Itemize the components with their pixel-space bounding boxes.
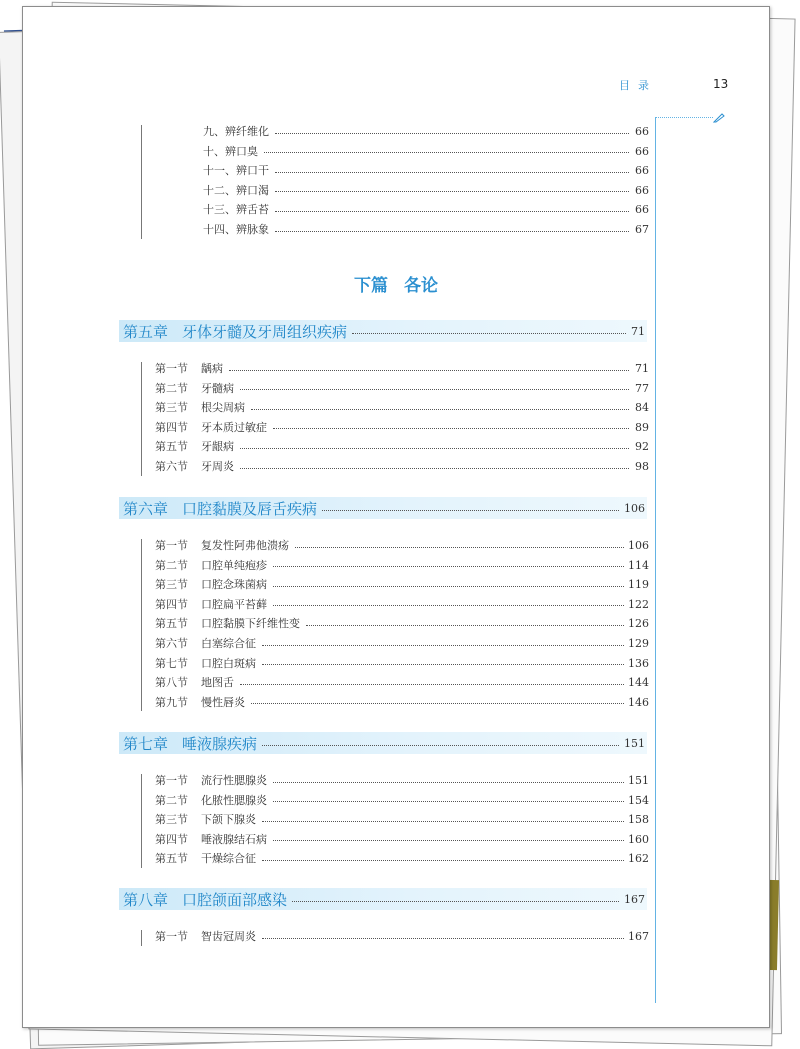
- toc-section-entry[interactable]: [155, 696, 649, 710]
- section-number: 第六节: [155, 637, 188, 650]
- entry-page-number: 66: [635, 164, 649, 178]
- toc-entry-title: [155, 617, 304, 631]
- toc-entry-title: [155, 657, 260, 671]
- toc-section-entry[interactable]: [155, 421, 649, 435]
- section-number: 第一节: [155, 930, 188, 943]
- section-number: 第一节: [155, 539, 188, 552]
- toc-entry-title: [155, 578, 271, 592]
- chapter-title: [119, 498, 317, 519]
- chapter-title-text: 牙体牙髓及牙周组织疾病: [182, 322, 348, 341]
- dot-leader: [273, 586, 624, 587]
- dot-leader: [240, 468, 629, 469]
- toc-section-entry[interactable]: [155, 833, 649, 847]
- entry-page-number: 114: [628, 558, 649, 572]
- entry-page-number: 158: [628, 813, 649, 827]
- entry-title-text: 智齿冠周炎: [201, 930, 256, 943]
- toc-entry-title: [155, 559, 271, 573]
- entry-page-number: 66: [635, 125, 649, 138]
- dot-leader: [275, 191, 629, 192]
- group-bracket: [141, 774, 142, 868]
- dot-leader: [273, 801, 624, 802]
- toc-section-entry[interactable]: [155, 539, 649, 553]
- toc-entry-title: [155, 813, 260, 827]
- chapter-title: [119, 733, 257, 754]
- entry-title-text: 唾液腺结石病: [201, 832, 267, 846]
- entry-page-number: 92: [635, 440, 649, 454]
- section-number: 第三节: [155, 401, 188, 415]
- entry-title-text: 白塞综合征: [201, 637, 256, 650]
- entry-title-text: 口腔单纯疱疹: [201, 558, 267, 572]
- entry-title-text: 地图舌: [201, 676, 234, 690]
- section-number: 第三节: [155, 813, 188, 827]
- toc-entry-title: [155, 460, 238, 474]
- dot-leader: [240, 448, 629, 449]
- part-subtitle: 各论: [404, 276, 438, 296]
- toc-section-entry[interactable]: [155, 578, 649, 592]
- chapter-heading[interactable]: [119, 497, 647, 519]
- section-number: 第五节: [155, 440, 188, 454]
- entry-title-text: 牙髓病: [201, 381, 234, 395]
- chapter-page-number: 167: [624, 892, 645, 906]
- toc-entry-title: [155, 421, 271, 435]
- dot-leader: [273, 566, 624, 567]
- entry-page-number: 89: [635, 420, 649, 434]
- toc-entry-title: [203, 223, 273, 237]
- dot-leader: [262, 645, 624, 646]
- toc-entry-title: [155, 440, 238, 454]
- chapter-title: [119, 321, 347, 342]
- entry-page-number: 144: [628, 676, 649, 690]
- chapter-page-number: 71: [631, 324, 645, 338]
- toc-entry-title: [155, 852, 260, 866]
- entry-title-text: 化脓性腮腺炎: [201, 793, 267, 807]
- toc-entry-title: [155, 401, 249, 415]
- toc-item-entry[interactable]: [203, 164, 649, 178]
- section-number: 第二节: [155, 793, 188, 807]
- toc-section-entry[interactable]: [155, 813, 649, 827]
- margin-rule: [655, 117, 656, 1003]
- toc-item-entry[interactable]: [203, 184, 649, 198]
- toc-entry-title: [155, 833, 271, 847]
- entry-title-text: 慢性唇炎: [201, 695, 245, 709]
- group-bracket: [141, 930, 142, 946]
- chapter-title-text: 唾液腺疾病: [182, 734, 258, 753]
- toc-entry-title: [203, 184, 273, 198]
- entry-page-number: 77: [635, 381, 649, 395]
- entry-page-number: 129: [628, 637, 649, 650]
- part-name: 下篇: [354, 276, 388, 296]
- part-title: [23, 271, 769, 296]
- dot-leader: [264, 152, 629, 153]
- toc-entry-title: [203, 164, 273, 178]
- toc-entry-title: [155, 598, 271, 612]
- dot-leader: [306, 625, 624, 626]
- toc-page: [22, 6, 770, 1028]
- toc-section-entry[interactable]: [155, 401, 649, 415]
- toc-entry-title: [155, 539, 293, 553]
- entry-page-number: 167: [628, 930, 649, 943]
- page-number: 13: [713, 77, 729, 91]
- toc-section-entry[interactable]: [155, 852, 649, 866]
- section-number: 第五节: [155, 617, 188, 631]
- entry-title-text: 牙周炎: [201, 460, 234, 473]
- entry-page-number: 146: [628, 695, 649, 709]
- dot-leader: [262, 860, 624, 861]
- running-header-label: 目录: [619, 79, 657, 92]
- section-number: 第八节: [155, 676, 188, 690]
- toc-entry-title: [155, 774, 271, 788]
- dot-leader: [262, 664, 624, 665]
- entry-title-text: 复发性阿弗他溃疡: [201, 539, 289, 552]
- entry-title-text: 干燥综合征: [201, 852, 256, 866]
- chapter-heading[interactable]: [119, 320, 647, 342]
- entry-page-number: 160: [628, 832, 649, 846]
- toc-section-entry[interactable]: [155, 382, 649, 396]
- entry-page-number: 162: [628, 852, 649, 866]
- dot-leader: [251, 409, 629, 410]
- dot-leader: [273, 840, 624, 841]
- entry-page-number: 151: [628, 774, 649, 787]
- toc-entry-title: [155, 362, 227, 376]
- section-number: 第五节: [155, 852, 188, 866]
- section-number: 第一节: [155, 774, 188, 787]
- entry-page-number: 66: [635, 203, 649, 217]
- toc-section-entry[interactable]: [155, 676, 649, 690]
- entry-page-number: 119: [628, 578, 649, 592]
- toc-section-entry[interactable]: [155, 774, 649, 788]
- dot-leader: [275, 211, 629, 212]
- dot-leader: [295, 547, 624, 548]
- pen-icon: [713, 113, 725, 123]
- dot-leader: [275, 231, 629, 232]
- toc-entry-title: [155, 794, 271, 808]
- toc-entry-title: [203, 203, 273, 217]
- entry-title-text: 九、辨纤维化: [203, 125, 269, 138]
- section-number: 第九节: [155, 695, 188, 709]
- entry-page-number: 122: [628, 597, 649, 611]
- entry-title-text: 龋病: [201, 362, 223, 375]
- dot-leader: [240, 389, 629, 390]
- chapter-number: 第七章: [123, 734, 169, 753]
- dot-leader: [240, 684, 624, 685]
- entry-title-text: 口腔扁平苔藓: [201, 597, 267, 611]
- dot-leader: [322, 510, 619, 511]
- entry-page-number: 98: [635, 460, 649, 473]
- entry-title-text: 流行性腮腺炎: [201, 774, 267, 787]
- toc-entry-title: [203, 125, 273, 139]
- entry-title-text: 牙本质过敏症: [201, 420, 267, 434]
- dot-leader: [273, 605, 624, 606]
- section-number: 第四节: [155, 420, 188, 434]
- entry-title-text: 牙龈病: [201, 440, 234, 454]
- group-bracket: [141, 539, 142, 711]
- header-rule: [655, 117, 713, 118]
- entry-page-number: 136: [628, 656, 649, 670]
- entry-page-number: 126: [628, 617, 649, 631]
- chapter-number: 第八章: [123, 890, 169, 909]
- section-number: 第二节: [155, 558, 188, 572]
- entry-page-number: 84: [635, 401, 649, 415]
- chapter-heading[interactable]: [119, 888, 647, 910]
- chapter-title-text: 口腔颌面部感染: [182, 890, 288, 909]
- chapter-page-number: 106: [624, 501, 645, 515]
- dot-leader: [292, 901, 619, 902]
- dot-leader: [273, 428, 629, 429]
- entry-page-number: 66: [635, 183, 649, 197]
- chapter-title: [119, 889, 287, 910]
- toc-section-entry[interactable]: [155, 637, 649, 651]
- dot-leader: [262, 938, 624, 939]
- dot-leader: [273, 782, 624, 783]
- dot-leader: [262, 821, 624, 822]
- section-number: 第六节: [155, 460, 188, 473]
- entry-page-number: 66: [635, 144, 649, 158]
- entry-title-text: 十二、辨口渴: [203, 183, 269, 197]
- toc-section-entry[interactable]: [155, 930, 649, 944]
- group-bracket: [141, 362, 142, 476]
- toc-entry-title: [155, 637, 260, 651]
- toc-entry-title: [155, 930, 260, 944]
- entry-title-text: 十三、辨舌苔: [203, 203, 269, 217]
- section-number: 第四节: [155, 597, 188, 611]
- dot-leader: [275, 172, 629, 173]
- toc-section-entry[interactable]: [155, 440, 649, 454]
- chapter-number: 第五章: [123, 322, 169, 341]
- chapter-heading[interactable]: [119, 732, 647, 754]
- dot-leader: [262, 745, 619, 746]
- toc-entry-title: [155, 382, 238, 396]
- section-number: 第四节: [155, 832, 188, 846]
- entry-title-text: 十四、辨脉象: [203, 223, 269, 236]
- section-number: 第一节: [155, 362, 188, 375]
- toc-item-entry[interactable]: [203, 223, 649, 237]
- entry-title-text: 根尖周病: [201, 401, 245, 415]
- entry-title-text: 口腔白斑病: [201, 656, 256, 670]
- group-bracket: [141, 125, 142, 239]
- entry-title-text: 下颌下腺炎: [201, 813, 256, 827]
- toc-item-entry[interactable]: [203, 125, 649, 139]
- chapter-title-text: 口腔黏膜及唇舌疾病: [182, 499, 318, 518]
- toc-section-entry[interactable]: [155, 362, 649, 376]
- entry-page-number: 106: [628, 539, 649, 552]
- toc-section-entry[interactable]: [155, 657, 649, 671]
- toc-section-entry[interactable]: [155, 794, 649, 808]
- toc-section-entry[interactable]: [155, 598, 649, 612]
- toc-entry-title: [155, 676, 238, 690]
- entry-page-number: 71: [635, 362, 649, 375]
- toc-entry-title: [155, 696, 249, 710]
- dot-leader: [352, 333, 626, 334]
- dot-leader: [251, 703, 624, 704]
- section-number: 第七节: [155, 656, 188, 670]
- dot-leader: [229, 370, 629, 371]
- entry-title-text: 口腔黏膜下纤维性变: [201, 617, 300, 631]
- toc-item-entry[interactable]: [203, 145, 649, 159]
- toc-entry-title: [203, 145, 262, 159]
- toc-item-entry[interactable]: [203, 203, 649, 217]
- entry-title-text: 口腔念珠菌病: [201, 578, 267, 592]
- toc-section-entry[interactable]: [155, 617, 649, 631]
- toc-section-entry[interactable]: [155, 559, 649, 573]
- entry-page-number: 154: [628, 793, 649, 807]
- entry-title-text: 十一、辨口干: [203, 164, 269, 178]
- section-number: 第三节: [155, 578, 188, 592]
- entry-page-number: 67: [635, 223, 649, 236]
- entry-title-text: 十、辨口臭: [203, 144, 258, 158]
- chapter-number: 第六章: [123, 499, 169, 518]
- section-number: 第二节: [155, 381, 188, 395]
- toc-section-entry[interactable]: [155, 460, 649, 474]
- dot-leader: [275, 133, 629, 134]
- chapter-page-number: 151: [624, 736, 645, 750]
